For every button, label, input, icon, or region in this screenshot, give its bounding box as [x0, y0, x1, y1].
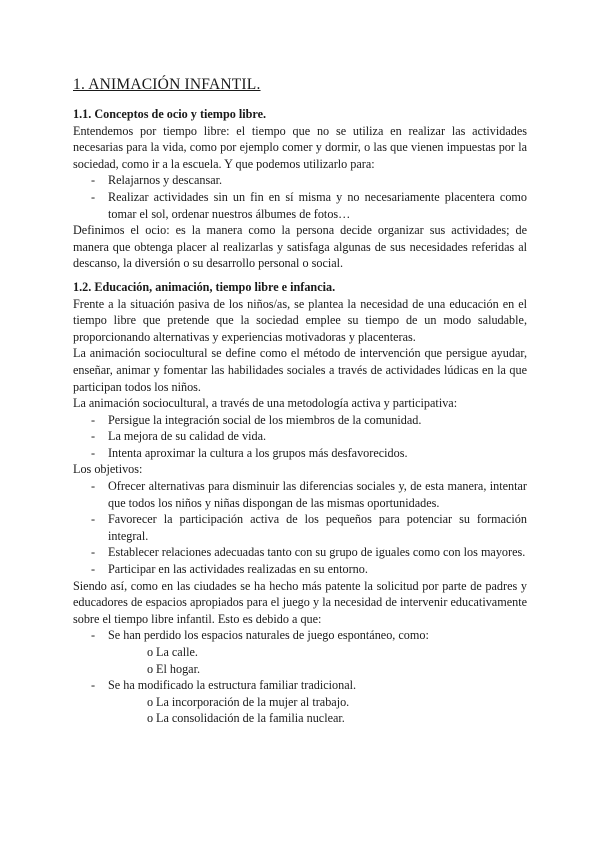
- reasons-list: [73, 627, 527, 644]
- sub-list-item: [73, 644, 527, 661]
- reasons-list: [73, 677, 527, 694]
- section-heading-1-2: 1.2. Educación, animación, tiempo libre e infancia.: [73, 279, 336, 294]
- section-heading-1-1: 1.1. Conceptos de ocio y tiempo libre.: [73, 107, 267, 121]
- sub-list: [73, 644, 527, 677]
- list-item: - Relajarnos y descansar.: [73, 172, 527, 189]
- list-item: - Se ha modificado la estructura familiar tradicional.: [73, 677, 527, 694]
- sub-list-item: [73, 694, 527, 711]
- sub-list-item-text: La calle.: [156, 645, 198, 659]
- sub-list-item-text: La consolidación de la familia nuclear.: [156, 711, 345, 726]
- list-item: - Realizar actividades sin un fin en sí misma y no necesariamente placentera como tomar el sol, ordenar nuestros álbumes de fotos…: [73, 189, 527, 222]
- document-body: [73, 76, 527, 727]
- list-item: - Intenta aproximar la cultura a los grupos más desfavorecidos.: [73, 445, 527, 462]
- paragraph: La animación sociocultural, a través de una metodología activa y participativa:: [73, 396, 458, 411]
- bullet-list: [73, 172, 527, 222]
- bullet-list: [73, 412, 527, 462]
- list-item: - Participar en las actividades realizadas en su entorno.: [73, 561, 527, 578]
- page-title: 1. ANIMACIÓN INFANTIL.: [73, 76, 261, 93]
- sub-list-item-text: La incorporación de la mujer al trabajo.: [156, 694, 350, 709]
- list-item: - Persigue la integración social de los miembros de la comunidad.: [73, 412, 527, 429]
- list-item: - Establecer relaciones adecuadas tanto con su grupo de iguales como con los mayores.: [73, 544, 527, 561]
- sub-list-item-text: El hogar.: [156, 661, 201, 676]
- sub-list: [73, 694, 527, 727]
- list-item: - Favorecer la participación activa de los pequeños para potenciar su formación integral.: [73, 511, 527, 544]
- paragraph: Siendo así, como en las ciudades se ha hecho más patente la solicitud por parte de padres y educadores de espacios apropiados para el juego y la necesidad de intervenir educativamente sobre el tiempo libre infantil. Esto es debido a que:: [73, 578, 527, 626]
- objectives-list: [73, 478, 527, 578]
- sub-list-item: [73, 710, 527, 727]
- paragraph: Los objetivos:: [73, 462, 143, 477]
- sub-list-item: [73, 661, 527, 678]
- list-item: - Ofrecer alternativas para disminuir las diferencias sociales y, de esta manera, intentar que todos los niños y niñas dispongan de las mismas oportunidades.: [73, 478, 527, 511]
- paragraph: Frente a la situación pasiva de los niños/as, se plantea la necesidad de una educación en el tiempo libre que pretende que la sociedad emplee su tiempo de un modo saludable, proporcionando alternativas y experiencias motivadoras y placenteras.: [73, 296, 527, 344]
- paragraph: La animación sociocultural se define como el método de intervención que persigue ayudar, enseñar, animar y fomentar las habilidades sociales a través de actividades lúdicas en la que participan todos los niños.: [73, 346, 527, 394]
- paragraph: Definimos el ocio: es la manera como la persona decide organizar sus actividades; de manera que obtenga placer al realizarlas y satisfaga algunas de sus necesidades referidas al descanso, la diversión o su desarrollo personal o social.: [73, 223, 527, 271]
- list-item: - La mejora de su calidad de vida.: [73, 428, 527, 445]
- list-item: - Se han perdido los espacios naturales de juego espontáneo, como:: [73, 627, 527, 644]
- paragraph: Entendemos por tiempo libre: el tiempo que no se utiliza en realizar las actividades necesarias para la vida, como por ejemplo comer y dormir, o las que vienen impuestas por la sociedad, como ir a la escuela. Y que podemos utilizarlo para:: [73, 123, 527, 171]
